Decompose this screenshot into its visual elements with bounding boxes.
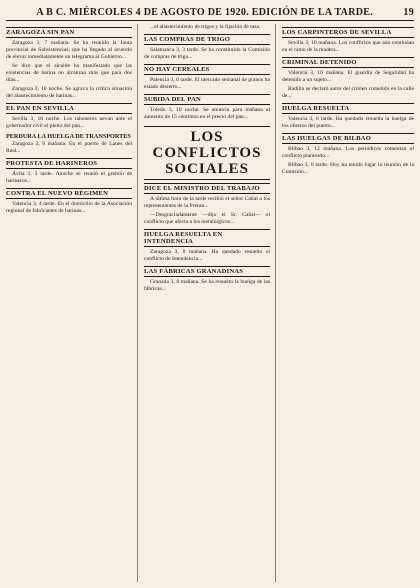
section-heading: PERDURA LA HUELGA DE TRANSPORTES <box>6 133 131 140</box>
article-paragraph: Bilbao 3, 12 mañana. Los periódicos comentan el conflicto planteado... <box>282 146 414 159</box>
section-heading: HUELGA RESUELTA EN INTENDENCIA <box>144 229 270 247</box>
section-heading: LAS HUELGAS DE BILBAO <box>282 133 414 144</box>
section-heading: DICE EL MINISTRO DEL TRABAJO <box>144 183 270 194</box>
article-paragraph: Salamanca 3, 3 tarde. Se ha constituido la Comisión de compras de trigo... <box>144 47 270 60</box>
column-1 <box>6 24 138 582</box>
section-heading: ZARAGOZA SIN PAN <box>6 27 132 38</box>
article-paragraph: Zaragoza 3, 8 mañana. Ha quedado resuelto el conflicto de Intendencia... <box>144 249 270 262</box>
article-paragraph: Toledo 3, 10 noche. Se anuncia para mañana el aumento de 15 céntimos en el precio del pan... <box>144 107 270 120</box>
column-2 <box>144 24 276 582</box>
article-paragraph: Palencia 3, 6 tarde. El mercado semanal de granos ha estado desierto... <box>144 77 270 90</box>
article-paragraph: Sevilla 3, 10 mañana. Los conflictos que aún continúan en el ramo de la madera... <box>282 40 414 53</box>
section-heading: CRIMINAL DETENIDO <box>282 57 414 68</box>
article-paragraph: Sevilla 3, 10 noche. Los tahoneros nevan ante el gobernador civil el pleito del pan... <box>6 116 132 129</box>
article-paragraph: Granada 3, 8 mañana. Se ha resuelto la huelga de las fábricas... <box>144 279 270 292</box>
article-paragraph: ...el abastecimiento de trigos y la fijación de tasa. <box>150 24 261 30</box>
section-heading: PROTESTA DE HARINEROS <box>6 158 132 169</box>
masthead <box>6 4 414 21</box>
article-paragraph: Valencia 3, 6 tarde. Ha quedado resuelta la huelga de los obreros del puerto... <box>282 116 414 129</box>
page-number: 19 <box>403 7 414 18</box>
section-banner: LOS CONFLICTOS SOCIALES <box>144 126 270 180</box>
columns <box>6 24 414 582</box>
article-paragraph: —Desgraciadamente —dijo el Sr. Cañal— el conflicto que afecta a los metalúrgicos... <box>144 212 270 225</box>
article-paragraph: Radilla se declaró autor del crimen cometido en la calle de... <box>282 86 414 99</box>
section-heading: LAS FÁBRICAS GRANADINAS <box>144 266 270 277</box>
section-heading: HUELGA RESUELTA <box>282 103 414 114</box>
section-heading: NO HAY CEREALES <box>144 64 270 75</box>
article-paragraph: Ávila 3, 3 tarde. Anoche se reunió el gremio de harineros... <box>6 171 132 184</box>
article-paragraph: Valencia 3, 10 mañana. El guardia de Seguridad ha detenido a un sujeto... <box>282 70 414 83</box>
article-paragraph: A última hora de la tarde recibió el señor Cañal a los representantes de la Prensa... <box>144 196 270 209</box>
article-paragraph: Zaragoza 3, 10 noche. Se agrava la crítica situación del abastecimiento de harinas... <box>6 86 132 99</box>
article-paragraph: Zaragoza 3, 7 mañana. Se ha reunido la Junta provincial de Subsistencias, que ha llegado al acuerdo de elevar inmediatamente un telegrama al Gobierno... <box>6 40 132 60</box>
section-heading: SUBIDA DEL PAN <box>144 94 270 105</box>
section-heading: EL PAN EN SEVILLA <box>6 103 132 114</box>
section-heading: LAS COMPRAS DE TRIGO <box>144 34 270 45</box>
column-3 <box>282 24 414 582</box>
masthead-title: A B C. MIÉRCOLES 4 DE AGOSTO DE 1920. EDICIÓN DE LA TARDE. <box>36 7 374 18</box>
section-heading: CONTRA EL NUEVO RÉGIMEN <box>6 188 132 199</box>
article-paragraph: Zaragoza 3, 8 mañana. En el puerto de Lanes del Real... <box>6 141 132 154</box>
article-paragraph: Bilbao 3, 6 tarde. Hoy ha tenido lugar la reunión de la Comisión... <box>282 162 414 175</box>
article-paragraph: Valencia 3, 4 tarde. En el domicilio de la Asociación regional de fabricantes de harinas... <box>6 201 132 214</box>
section-heading: LOS CARPINTEROS DE SEVILLA <box>282 27 414 38</box>
article-paragraph: Se dice que el alcalde ha manifestado que las existencias de harina no alcanzan más que para dos días... <box>6 63 132 83</box>
